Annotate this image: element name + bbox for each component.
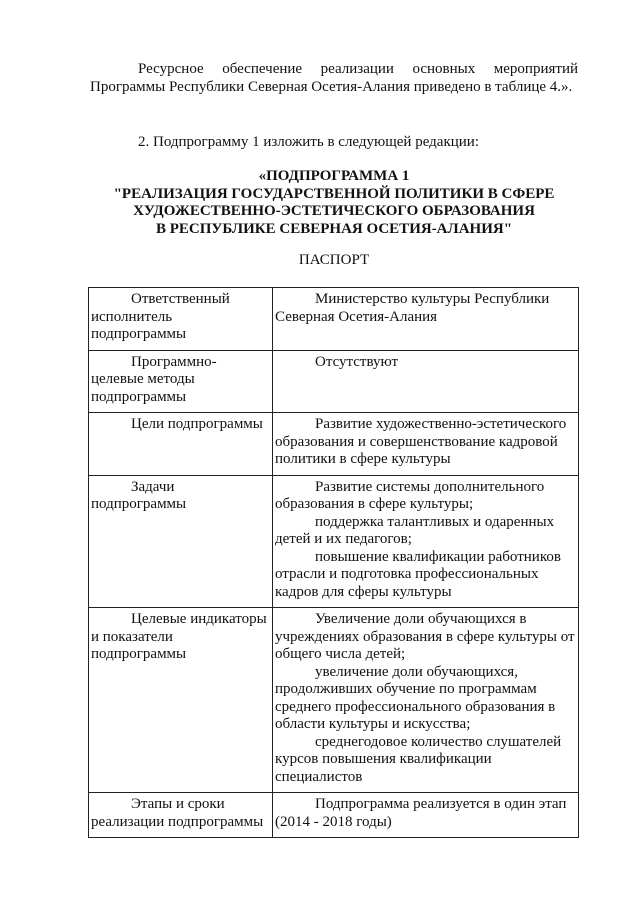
row-value: Подпрограмма реализуется в один этап (2014 - 2018 годы) [273,793,579,838]
heading-line-2: "РЕАЛИЗАЦИЯ ГОСУДАРСТВЕННОЙ ПОЛИТИКИ В СФЕРЕ [113,185,555,202]
row-value: Отсутствуют [273,350,579,413]
heading-line-1: «ПОДПРОГРАММА 1 [258,168,410,184]
row-label: Целевые индикаторы и показатели подпрограммы [89,608,273,793]
heading-line-3: ХУДОЖЕСТВЕННО-ЭСТЕТИЧЕСКОГО ОБРАЗОВАНИЯ [133,203,535,219]
table-row [89,793,579,838]
subprogram-heading [90,168,578,238]
heading-line-4: В РЕСПУБЛИКЕ СЕВЕРНАЯ ОСЕТИЯ-АЛАНИЯ" [155,220,513,237]
intro-paragraph: Ресурсное обеспечение реализации основных мероприятий Программы Республики Северная Осетия-Алания приведено в таблице 4.». [90,61,578,95]
table-row [89,288,579,351]
table-row [89,608,579,793]
row-label: Ответственный исполнитель подпрограммы [89,288,273,351]
passport-table [88,287,579,838]
amendment-item-2: 2. Подпрограмму 1 изложить в следующей редакции: [138,134,480,150]
row-label: Этапы и сроки реализации подпрограммы [89,793,273,838]
table-row [89,350,579,413]
row-label: Цели подпрограммы [89,413,273,476]
table-row [89,413,579,476]
row-value: Развитие системы дополнительного образования в сфере культуры; поддержка талантливых и одаренных детей и их педагогов; повышение квалификации работников отрасли и подготовка профессиональных кадров для сферы культуры [273,475,579,608]
table-row [89,475,579,608]
row-label: Задачи подпрограммы [89,475,273,608]
row-value: Министерство культуры Республики Северная Осетия-Алания [273,288,579,351]
passport-title: ПАСПОРТ [298,252,370,268]
intro-block [90,61,578,96]
row-label: Программно-целевые методы подпрограммы [89,350,273,413]
row-value: Увеличение доли обучающихся в учреждениях образования в сфере культуры от общего числа детей; увеличение доли обучающихся, продолживших обучение по программам среднего профессионального образования в области культуры и искусства; среднегодовое количество слушателей курсов повышения квалификации специалистов [273,608,579,793]
row-value: Развитие художественно-эстетического образования и совершенствование кадровой политики в сфере культуры [273,413,579,476]
